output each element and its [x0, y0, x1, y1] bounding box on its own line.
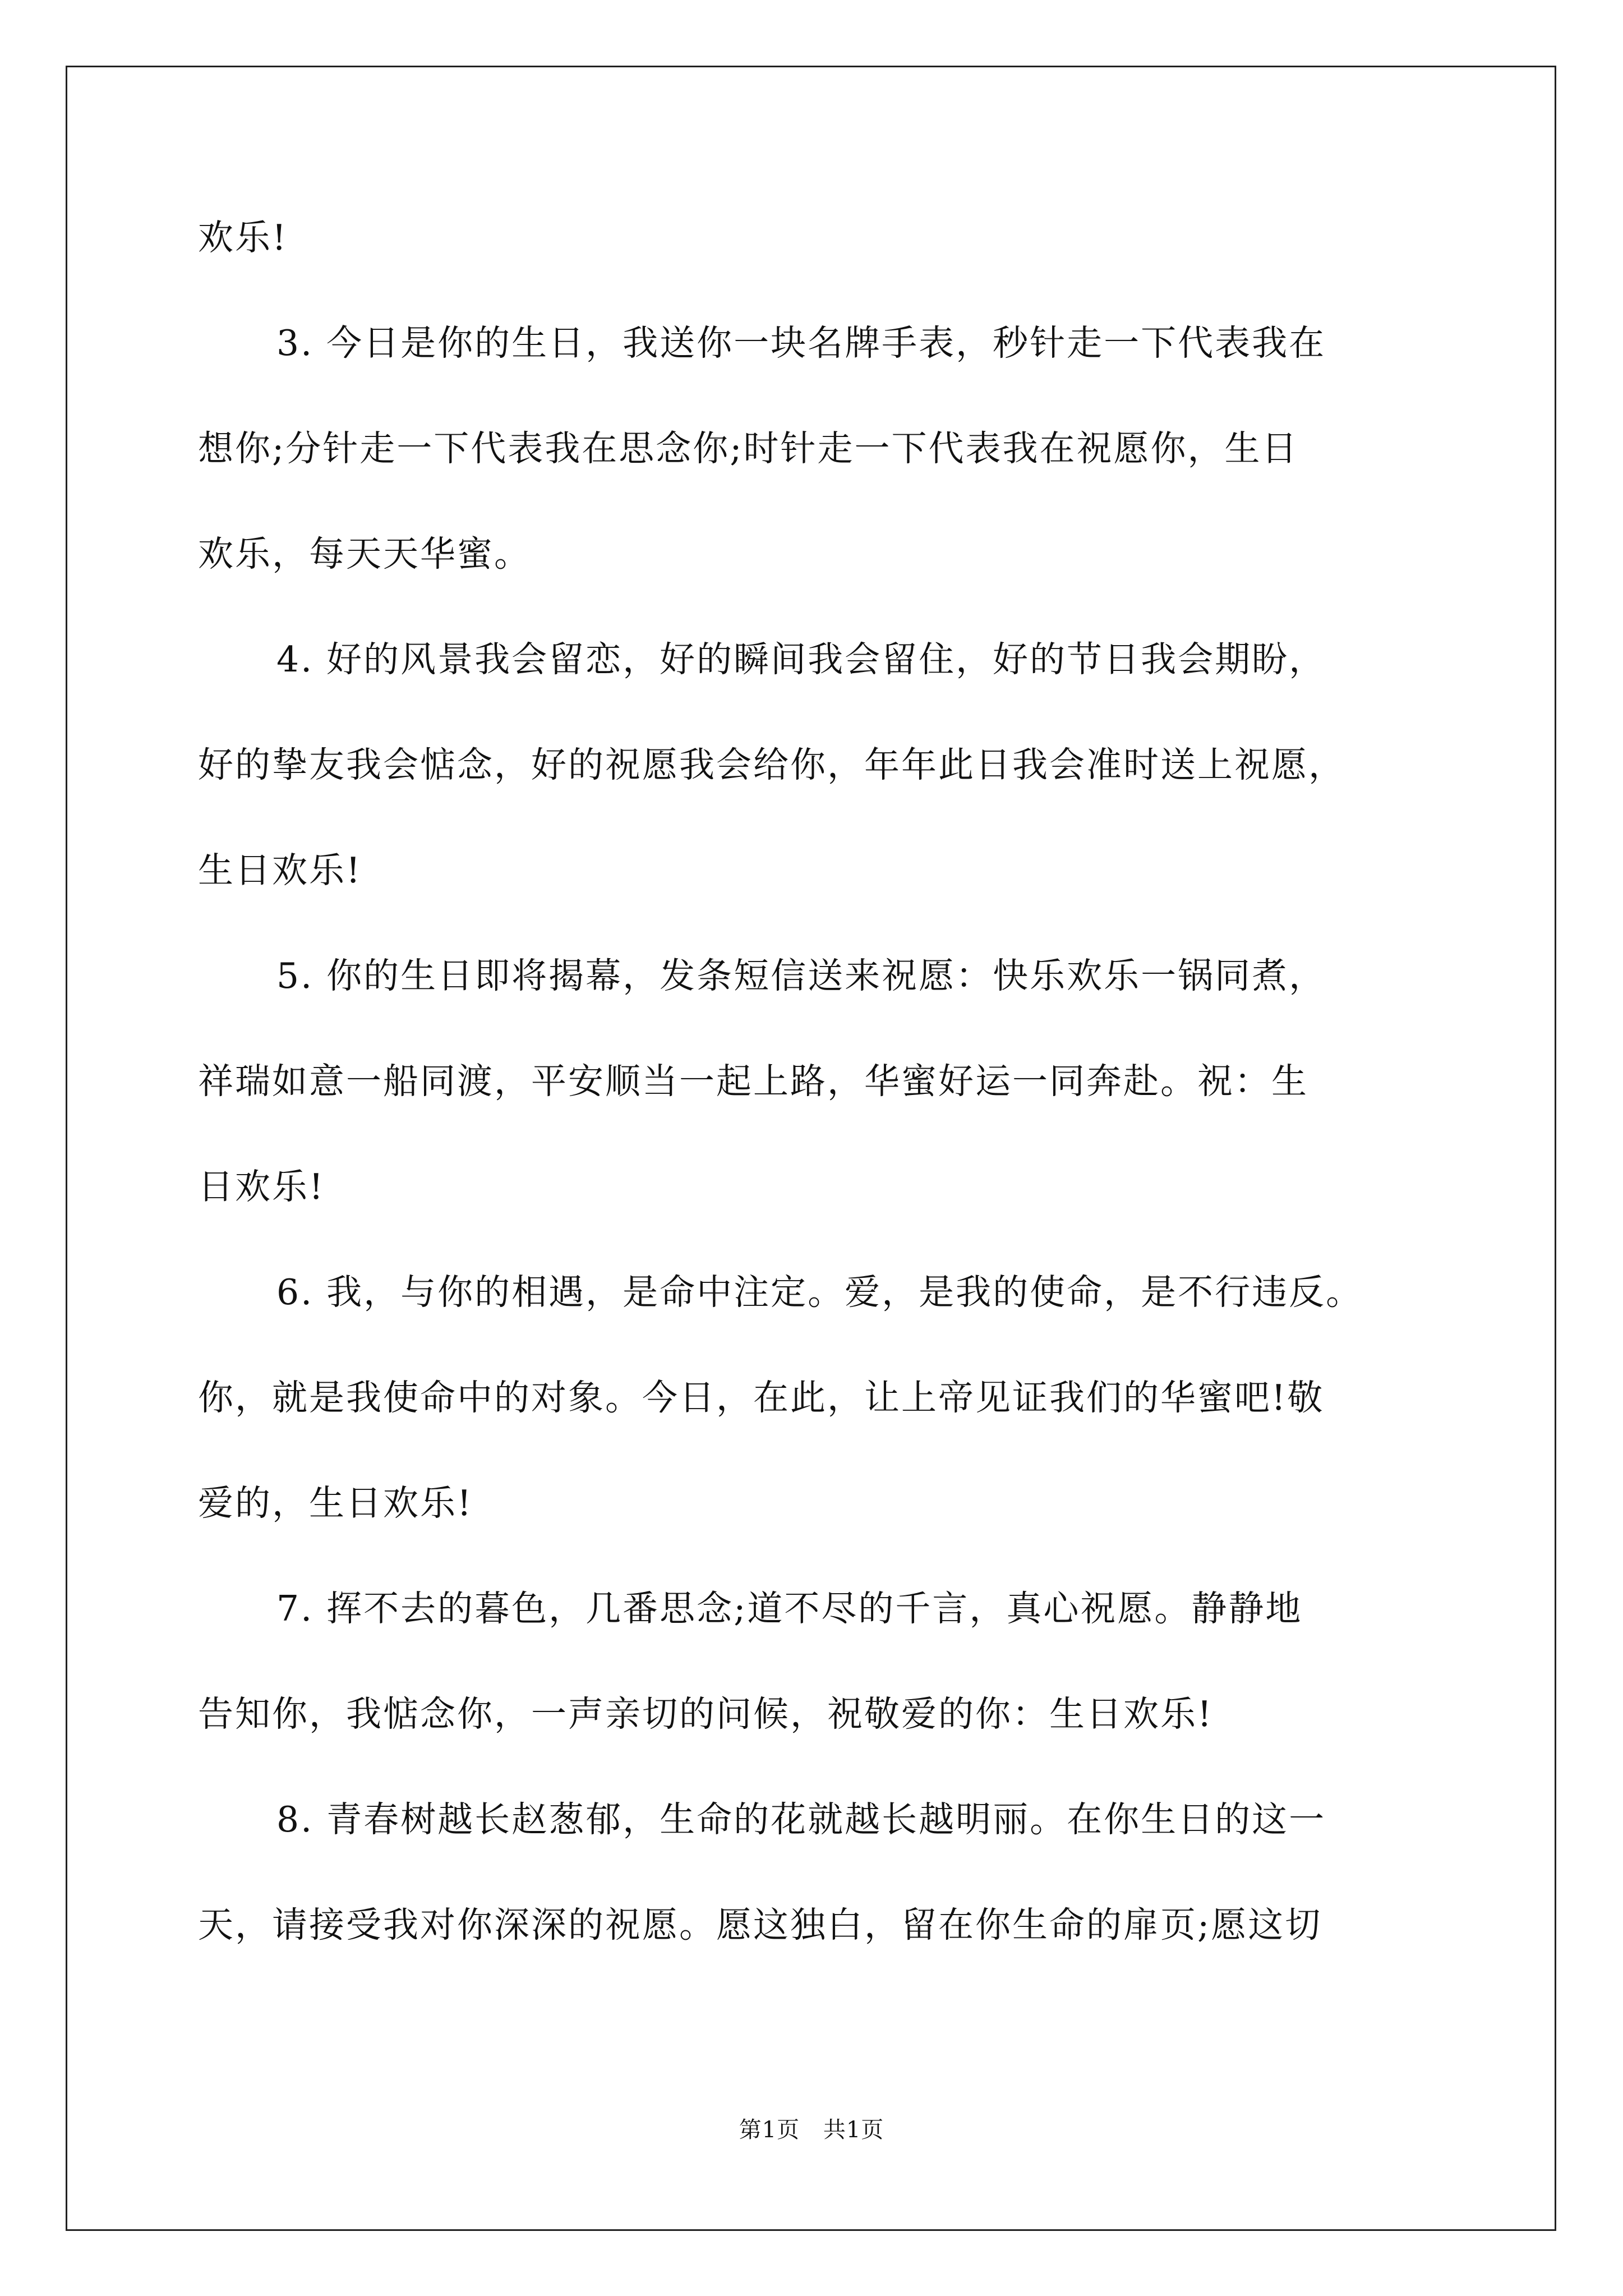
text-line: 6. 我，与你的相遇，是命中注定。爱，是我的使命，是不行违反。: [276, 1272, 1363, 1313]
text-line: 天，请接受我对你深深的祝愿。愿这独白，留在你生命的扉页;愿这切: [198, 1904, 1322, 1945]
text-line: 爱的，生日欢乐!: [198, 1483, 473, 1524]
text-line: 想你;分针走一下代表我在思念你;时针走一下代表我在祝愿你，生日: [198, 428, 1299, 469]
text-line: 欢乐，每天天华蜜。: [198, 533, 531, 574]
text-line: 欢乐!: [198, 217, 288, 258]
text-line: 祥瑞如意一船同渡，平安顺当一起上路，华蜜好运一同奔赴。祝：生: [198, 1061, 1308, 1102]
page-number-total: 共1页: [823, 2117, 884, 2143]
text-line: 4. 好的风景我会留恋，好的瞬间我会留住，好的节日我会期盼，: [276, 639, 1326, 680]
text-line: 5. 你的生日即将揭幕，发条短信送来祝愿：快乐欢乐一锅同煮，: [276, 955, 1326, 996]
text-line: 8. 青春树越长赵葱郁，生命的花就越长越明丽。在你生日的这一: [276, 1799, 1326, 1840]
text-line: 告知你，我惦念你，一声亲切的问候，祝敬爱的你：生日欢乐!: [198, 1694, 1214, 1734]
page-footer: [0, 2112, 1623, 2144]
text-line: 3. 今日是你的生日，我送你一块名牌手表，秒针走一下代表我在: [276, 323, 1326, 364]
document-body: [198, 185, 1454, 1978]
page-number-current: 第1页: [739, 2117, 800, 2143]
text-line: 生日欢乐!: [198, 850, 362, 891]
text-line: 你，就是我使命中的对象。今日，在此，让上帝见证我们的华蜜吧!敬: [198, 1377, 1325, 1418]
text-line: 7. 挥不去的暮色，几番思念;道不尽的千言，真心祝愿。静静地: [276, 1588, 1303, 1629]
text-line: 好的挚友我会惦念，好的祝愿我会给你，年年此日我会准时送上祝愿，: [198, 744, 1345, 785]
text-line: 日欢乐!: [198, 1166, 325, 1207]
